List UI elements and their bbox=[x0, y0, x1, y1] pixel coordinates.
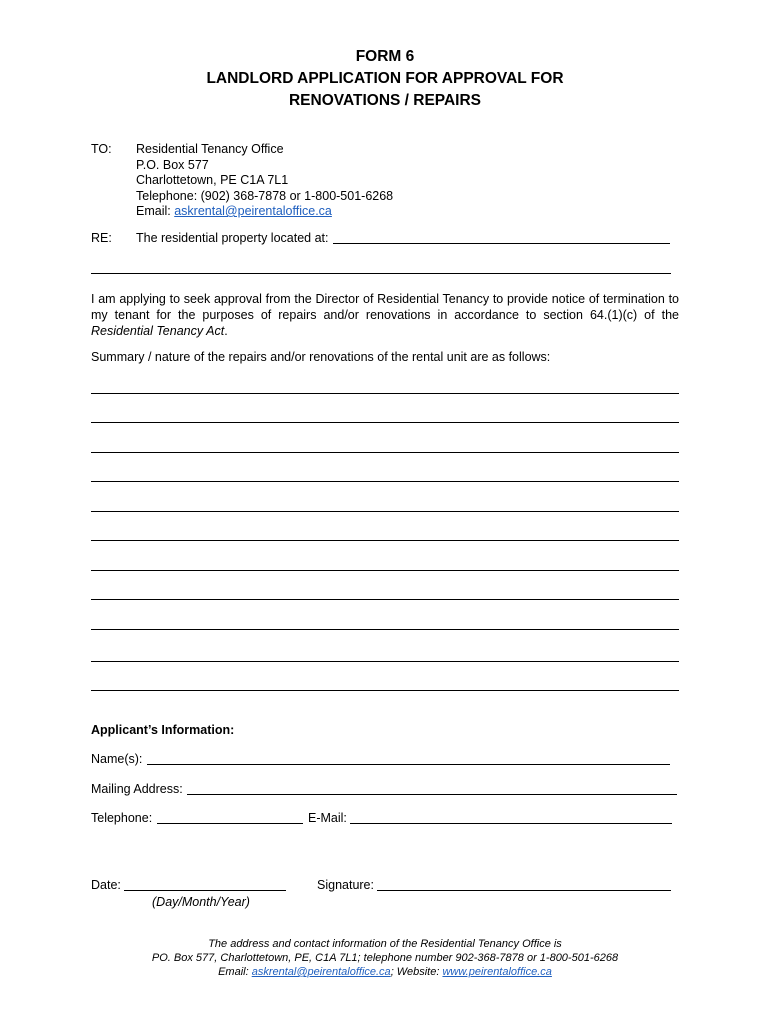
summary-line[interactable] bbox=[91, 393, 679, 394]
applicant-heading: Applicant’s Information: bbox=[91, 723, 235, 737]
application-statement bbox=[91, 291, 679, 339]
summary-line[interactable] bbox=[91, 452, 679, 453]
summary-line[interactable] bbox=[91, 599, 679, 600]
footer-email-link[interactable]: askrental@peirentaloffice.ca bbox=[251, 966, 391, 978]
to-city: Charlottetown, PE C1A 7L1 bbox=[136, 173, 289, 187]
mailing-address-field[interactable] bbox=[187, 794, 677, 795]
act-name: Residential Tenancy Act bbox=[91, 324, 225, 338]
application-period: . bbox=[224, 324, 228, 338]
signature-label: Signature: bbox=[317, 878, 374, 892]
to-label: TO: bbox=[91, 142, 112, 156]
to-email-label: Email: bbox=[136, 204, 175, 218]
summary-line[interactable] bbox=[91, 540, 679, 541]
summary-line[interactable] bbox=[91, 511, 679, 512]
footer-email-label: Email: bbox=[218, 966, 252, 978]
form-title: LANDLORD APPLICATION FOR APPROVAL FOR bbox=[206, 70, 564, 87]
re-label: RE: bbox=[91, 231, 112, 245]
to-email-link[interactable]: askrental@peirentaloffice.ca bbox=[174, 204, 332, 218]
email-label: E-Mail: bbox=[308, 811, 347, 825]
form-subtitle: RENOVATIONS / REPAIRS bbox=[288, 92, 482, 109]
footer-website-label: ; Website: bbox=[390, 966, 443, 978]
application-text: I am applying to seek approval from the Director of Residential Tenancy to provide notice of termination to my tenant for the purposes of repairs and/or renovations in accordance to section 64.(1)(c) of the bbox=[91, 292, 679, 322]
date-label: Date: bbox=[91, 878, 121, 892]
to-po-box: P.O. Box 577 bbox=[136, 157, 209, 172]
summary-line[interactable] bbox=[91, 690, 679, 691]
telephone-label: Telephone: bbox=[91, 811, 153, 825]
property-address-line-2[interactable] bbox=[91, 273, 671, 274]
form-number: FORM 6 bbox=[355, 48, 415, 65]
to-office: Residential Tenancy Office bbox=[136, 142, 284, 156]
names-label: Name(s): bbox=[91, 752, 143, 766]
summary-line[interactable] bbox=[91, 629, 679, 630]
mailing-address-label: Mailing Address: bbox=[91, 782, 183, 796]
footer-website-link[interactable]: www.peirentaloffice.ca bbox=[442, 966, 552, 978]
date-field[interactable] bbox=[124, 890, 286, 891]
footer-line-2: PO. Box 577, Charlottetown, PE, C1A 7L1; telephone number 902-368-7878 or 1-800-501-6268 bbox=[151, 952, 619, 964]
email-field[interactable] bbox=[350, 823, 672, 824]
property-address-line-1[interactable] bbox=[333, 243, 670, 244]
summary-line[interactable] bbox=[91, 570, 679, 571]
summary-line[interactable] bbox=[91, 661, 679, 662]
to-address bbox=[136, 142, 393, 220]
telephone-field[interactable] bbox=[157, 823, 303, 824]
footer-line-3 bbox=[0, 966, 770, 979]
names-field[interactable] bbox=[147, 764, 670, 765]
to-email-row bbox=[136, 204, 393, 220]
re-text: The residential property located at: bbox=[136, 231, 329, 245]
summary-label: Summary / nature of the repairs and/or renovations of the rental unit are as follows: bbox=[91, 350, 551, 364]
summary-line[interactable] bbox=[91, 422, 679, 423]
date-format-hint: (Day/Month/Year) bbox=[152, 895, 250, 909]
summary-line[interactable] bbox=[91, 481, 679, 482]
footer-line-1: The address and contact information of the Residential Tenancy Office is bbox=[208, 938, 562, 950]
signature-field[interactable] bbox=[377, 890, 671, 891]
to-telephone: Telephone: (902) 368-7878 or 1-800-501-6268 bbox=[136, 188, 394, 203]
